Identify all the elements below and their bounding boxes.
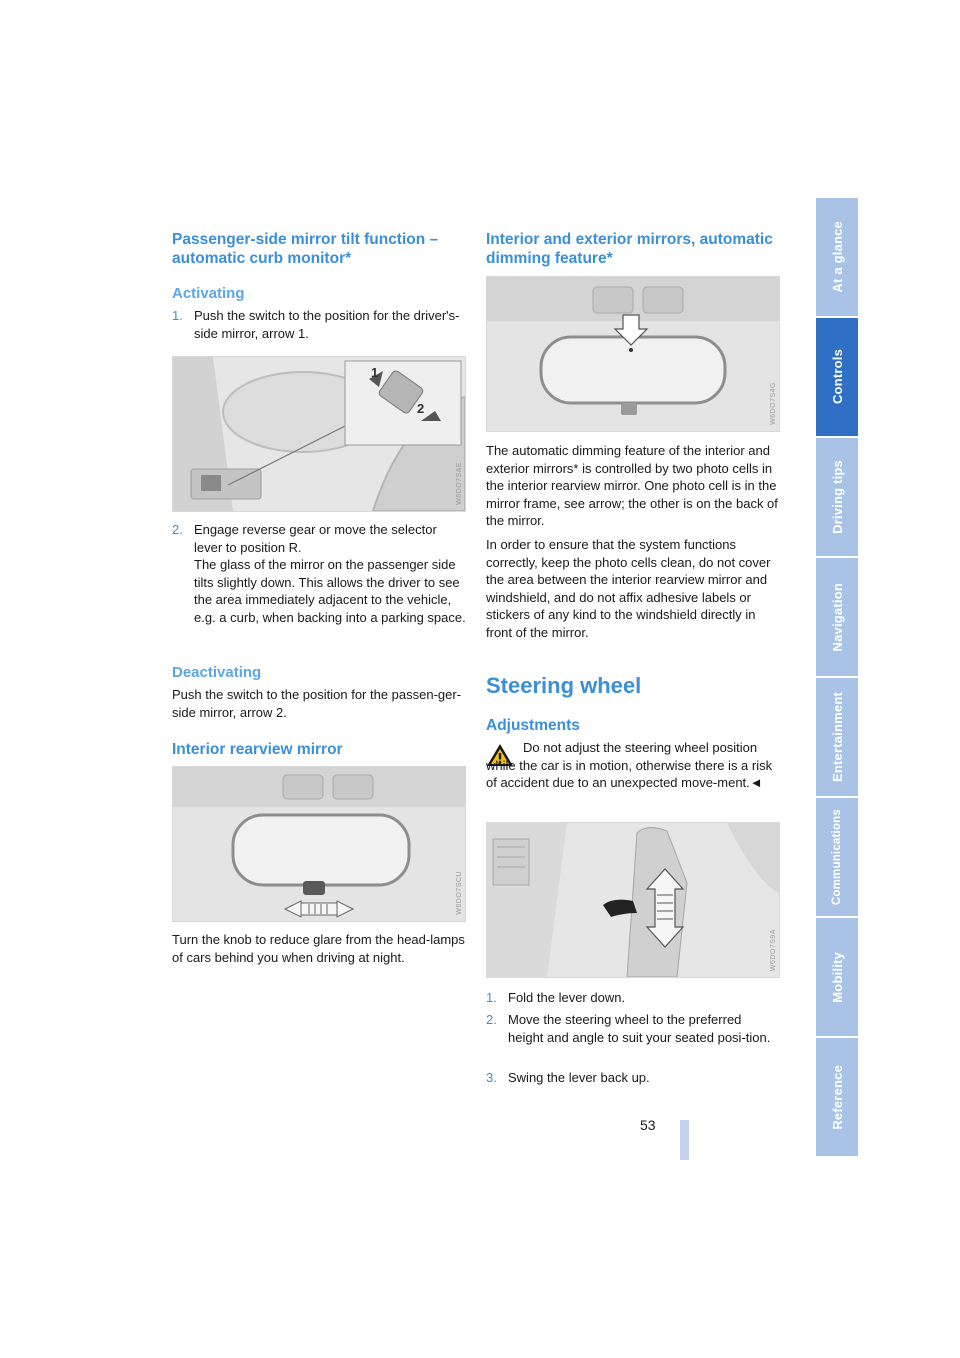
step-text: Fold the lever down. xyxy=(508,990,626,1005)
figure-code: W6DO7SCU xyxy=(456,871,463,915)
step-number: 2. xyxy=(172,522,183,537)
tab-driving-tips[interactable] xyxy=(816,438,858,556)
adjust-step-2 xyxy=(486,1011,780,1046)
page-number: 53 xyxy=(640,1117,656,1133)
step-number: 2. xyxy=(486,1012,497,1027)
figure-code: W6DO7S9A xyxy=(770,928,777,971)
tab-navigation[interactable] xyxy=(816,558,858,676)
step2-text-a: Engage reverse gear or move the selector lever to position R. xyxy=(194,522,437,555)
steering-adjust-figure xyxy=(486,822,780,978)
tab-entertainment[interactable] xyxy=(816,678,858,796)
page-number-bar xyxy=(680,1120,689,1160)
tab-controls[interactable] xyxy=(816,318,858,436)
dimming-heading xyxy=(486,230,773,268)
arrow-2-label: 2 xyxy=(417,401,425,416)
arrow-1-label: 1 xyxy=(371,365,379,380)
activating-step-2 xyxy=(172,521,466,626)
dimming-heading-line2: dimming feature* xyxy=(486,250,613,267)
adjust-step-3 xyxy=(486,1069,780,1087)
step-text: Move the steering wheel to the preferred height and angle to suit your seated posi-tion. xyxy=(508,1012,771,1045)
mirror-switch-figure xyxy=(172,356,466,512)
deactivating-heading: Deactivating xyxy=(172,664,262,681)
deactivating-text: Push the switch to the position for the passen-ger-side mirror, arrow 2. xyxy=(172,687,462,720)
steering-adjust-illustration xyxy=(487,823,779,977)
step-number: 3. xyxy=(486,1070,497,1085)
tilt-heading-line2: automatic curb monitor* xyxy=(172,250,352,267)
photocell-figure xyxy=(486,276,780,432)
figure-code: W6DO7S4G xyxy=(770,382,777,425)
step-text: Swing the lever back up. xyxy=(508,1070,650,1085)
tab-label: Communications xyxy=(831,808,843,906)
tab-at-a-glance[interactable] xyxy=(816,198,858,316)
dimming-text-2: In order to ensure that the system functions correctly, keep the photo cells clean, do not cover the area between the interior rearview mirror and windshield, and do not affix adhesive labels or stickers of any kind to the windshield directly in front of the mirror. xyxy=(486,537,771,640)
steering-wheel-heading: Steering wheel xyxy=(486,673,642,698)
tab-label: Entertainment xyxy=(829,691,845,782)
rearview-mirror-illustration xyxy=(173,767,465,921)
rearview-text: Turn the knob to reduce glare from the head-lamps of cars behind you when driving at night. xyxy=(172,932,465,965)
photocell-illustration xyxy=(487,277,779,431)
warning-text: Do not adjust the steering wheel position while the car is in motion, otherwise there is a risk of accident due to an unexpected move-ment.◄ xyxy=(486,740,773,790)
dimming-text-1: The automatic dimming feature of the interior and exterior mirrors* is controlled by two photo cells in the interior rearview mirror. One photo cell is in the mirror frame, see arrow; the other is on the back of the mirror. xyxy=(486,443,778,528)
tab-label: At a glance xyxy=(829,221,845,293)
rearview-mirror-figure xyxy=(172,766,466,922)
step-number: 1. xyxy=(486,990,497,1005)
figure-code: W6DO7SAE xyxy=(456,462,463,505)
tilt-heading xyxy=(172,230,438,268)
step-number: 1. xyxy=(172,308,183,323)
step-text xyxy=(194,521,466,626)
rearview-heading: Interior rearview mirror xyxy=(172,741,343,758)
tab-label: Reference xyxy=(829,1064,845,1130)
mirror-switch-illustration xyxy=(173,357,465,511)
tab-communications[interactable] xyxy=(816,798,858,916)
dimming-heading-line1: Interior and exterior mirrors, automatic xyxy=(486,231,773,248)
tab-label: Driving tips xyxy=(829,460,845,534)
activating-step-1 xyxy=(172,307,466,342)
tab-mobility[interactable] xyxy=(816,918,858,1036)
tab-label: Controls xyxy=(829,349,845,405)
step-text: Push the switch to the position for the driver's-side mirror, arrow 1. xyxy=(194,308,460,341)
tab-label: Navigation xyxy=(829,582,845,652)
adjust-step-1 xyxy=(486,989,780,1007)
adjustments-heading: Adjustments xyxy=(486,717,580,734)
tilt-heading-line1: Passenger-side mirror tilt function – xyxy=(172,231,439,248)
tab-reference[interactable] xyxy=(816,1038,858,1156)
step2-text-b: The glass of the mirror on the passenger side tilts slightly down. This allows the driver to see the area immediately adjacent to the vehicle, e.g. a curb, when backing into a parking space. xyxy=(194,557,466,625)
tab-label: Mobility xyxy=(829,951,845,1003)
activating-heading: Activating xyxy=(172,285,245,302)
